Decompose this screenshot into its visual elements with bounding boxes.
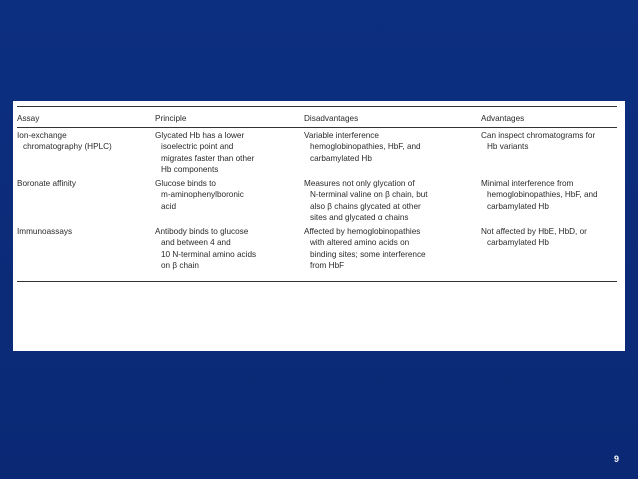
cell-line: carbamylated Hb <box>487 238 549 247</box>
cell-disadvantages <box>304 224 481 282</box>
cell-advantages <box>481 224 617 282</box>
cell-line: and between 4 and <box>161 238 231 247</box>
cell-line: m-aminophenylboronic <box>161 190 244 199</box>
cell-line: 10 N-terminal amino acids <box>161 249 257 259</box>
cell-line: Ion-exchange <box>17 130 67 140</box>
cell-line: Immunoassays <box>17 226 73 236</box>
cell-line: chromatography (HPLC) <box>23 142 112 151</box>
cell-line: Affected by hemoglobinopathies <box>304 226 421 236</box>
header-advantages: Advantages <box>481 107 617 128</box>
cell-line: sites and glycated α chains <box>310 213 409 222</box>
cell-principle <box>155 224 304 282</box>
cell-assay <box>17 127 155 176</box>
cell-assay <box>17 176 155 224</box>
cell-line: Boronate affinity <box>17 178 77 188</box>
header-assay: Assay <box>17 107 155 128</box>
cell-line: Hb components <box>161 165 219 174</box>
cell-line: Minimal interference from <box>481 178 574 188</box>
cell-disadvantages <box>304 176 481 224</box>
table-row <box>17 224 617 282</box>
cell-line: hemoglobinopathies, HbF, and <box>310 142 421 151</box>
cell-line: from HbF <box>310 261 345 270</box>
page-number: 9 <box>613 454 619 464</box>
table-row <box>17 176 617 224</box>
cell-line: isoelectric point and <box>161 142 234 151</box>
cell-line: Glycated Hb has a lower <box>155 130 245 140</box>
cell-line: carbamylated Hb <box>310 153 372 163</box>
cell-principle <box>155 127 304 176</box>
table-header-row <box>17 107 617 128</box>
cell-line: carbamylated Hb <box>487 201 549 211</box>
cell-line: also β chains glycated at other <box>310 201 421 211</box>
table-row <box>17 127 617 176</box>
cell-line: Antibody binds to glucose <box>155 226 249 236</box>
cell-line: binding sites; some interference <box>310 249 426 259</box>
header-disadvantages: Disadvantages <box>304 107 481 128</box>
cell-line: acid <box>161 201 177 211</box>
cell-advantages <box>481 127 617 176</box>
header-principle: Principle <box>155 107 304 128</box>
cell-line: hemoglobinopathies, HbF, and <box>487 190 598 199</box>
cell-line: Not affected by HbE, HbD, or <box>481 226 587 236</box>
cell-advantages <box>481 176 617 224</box>
cell-line: N-terminal valine on β chain, but <box>310 190 428 199</box>
cell-line: with altered amino acids on <box>310 238 410 247</box>
cell-disadvantages <box>304 127 481 176</box>
cell-line: Measures not only glycation of <box>304 178 415 188</box>
cell-line: Hb variants <box>487 142 529 151</box>
assay-comparison-table <box>17 106 617 282</box>
cell-assay <box>17 224 155 282</box>
cell-line: on β chain <box>161 261 199 270</box>
cell-line: migrates faster than other <box>161 153 255 163</box>
cell-line: Glucose binds to <box>155 178 216 188</box>
cell-principle <box>155 176 304 224</box>
table-panel <box>13 101 625 351</box>
cell-line: Variable interference <box>304 130 379 140</box>
cell-line: Can inspect chromatograms for <box>481 130 596 140</box>
